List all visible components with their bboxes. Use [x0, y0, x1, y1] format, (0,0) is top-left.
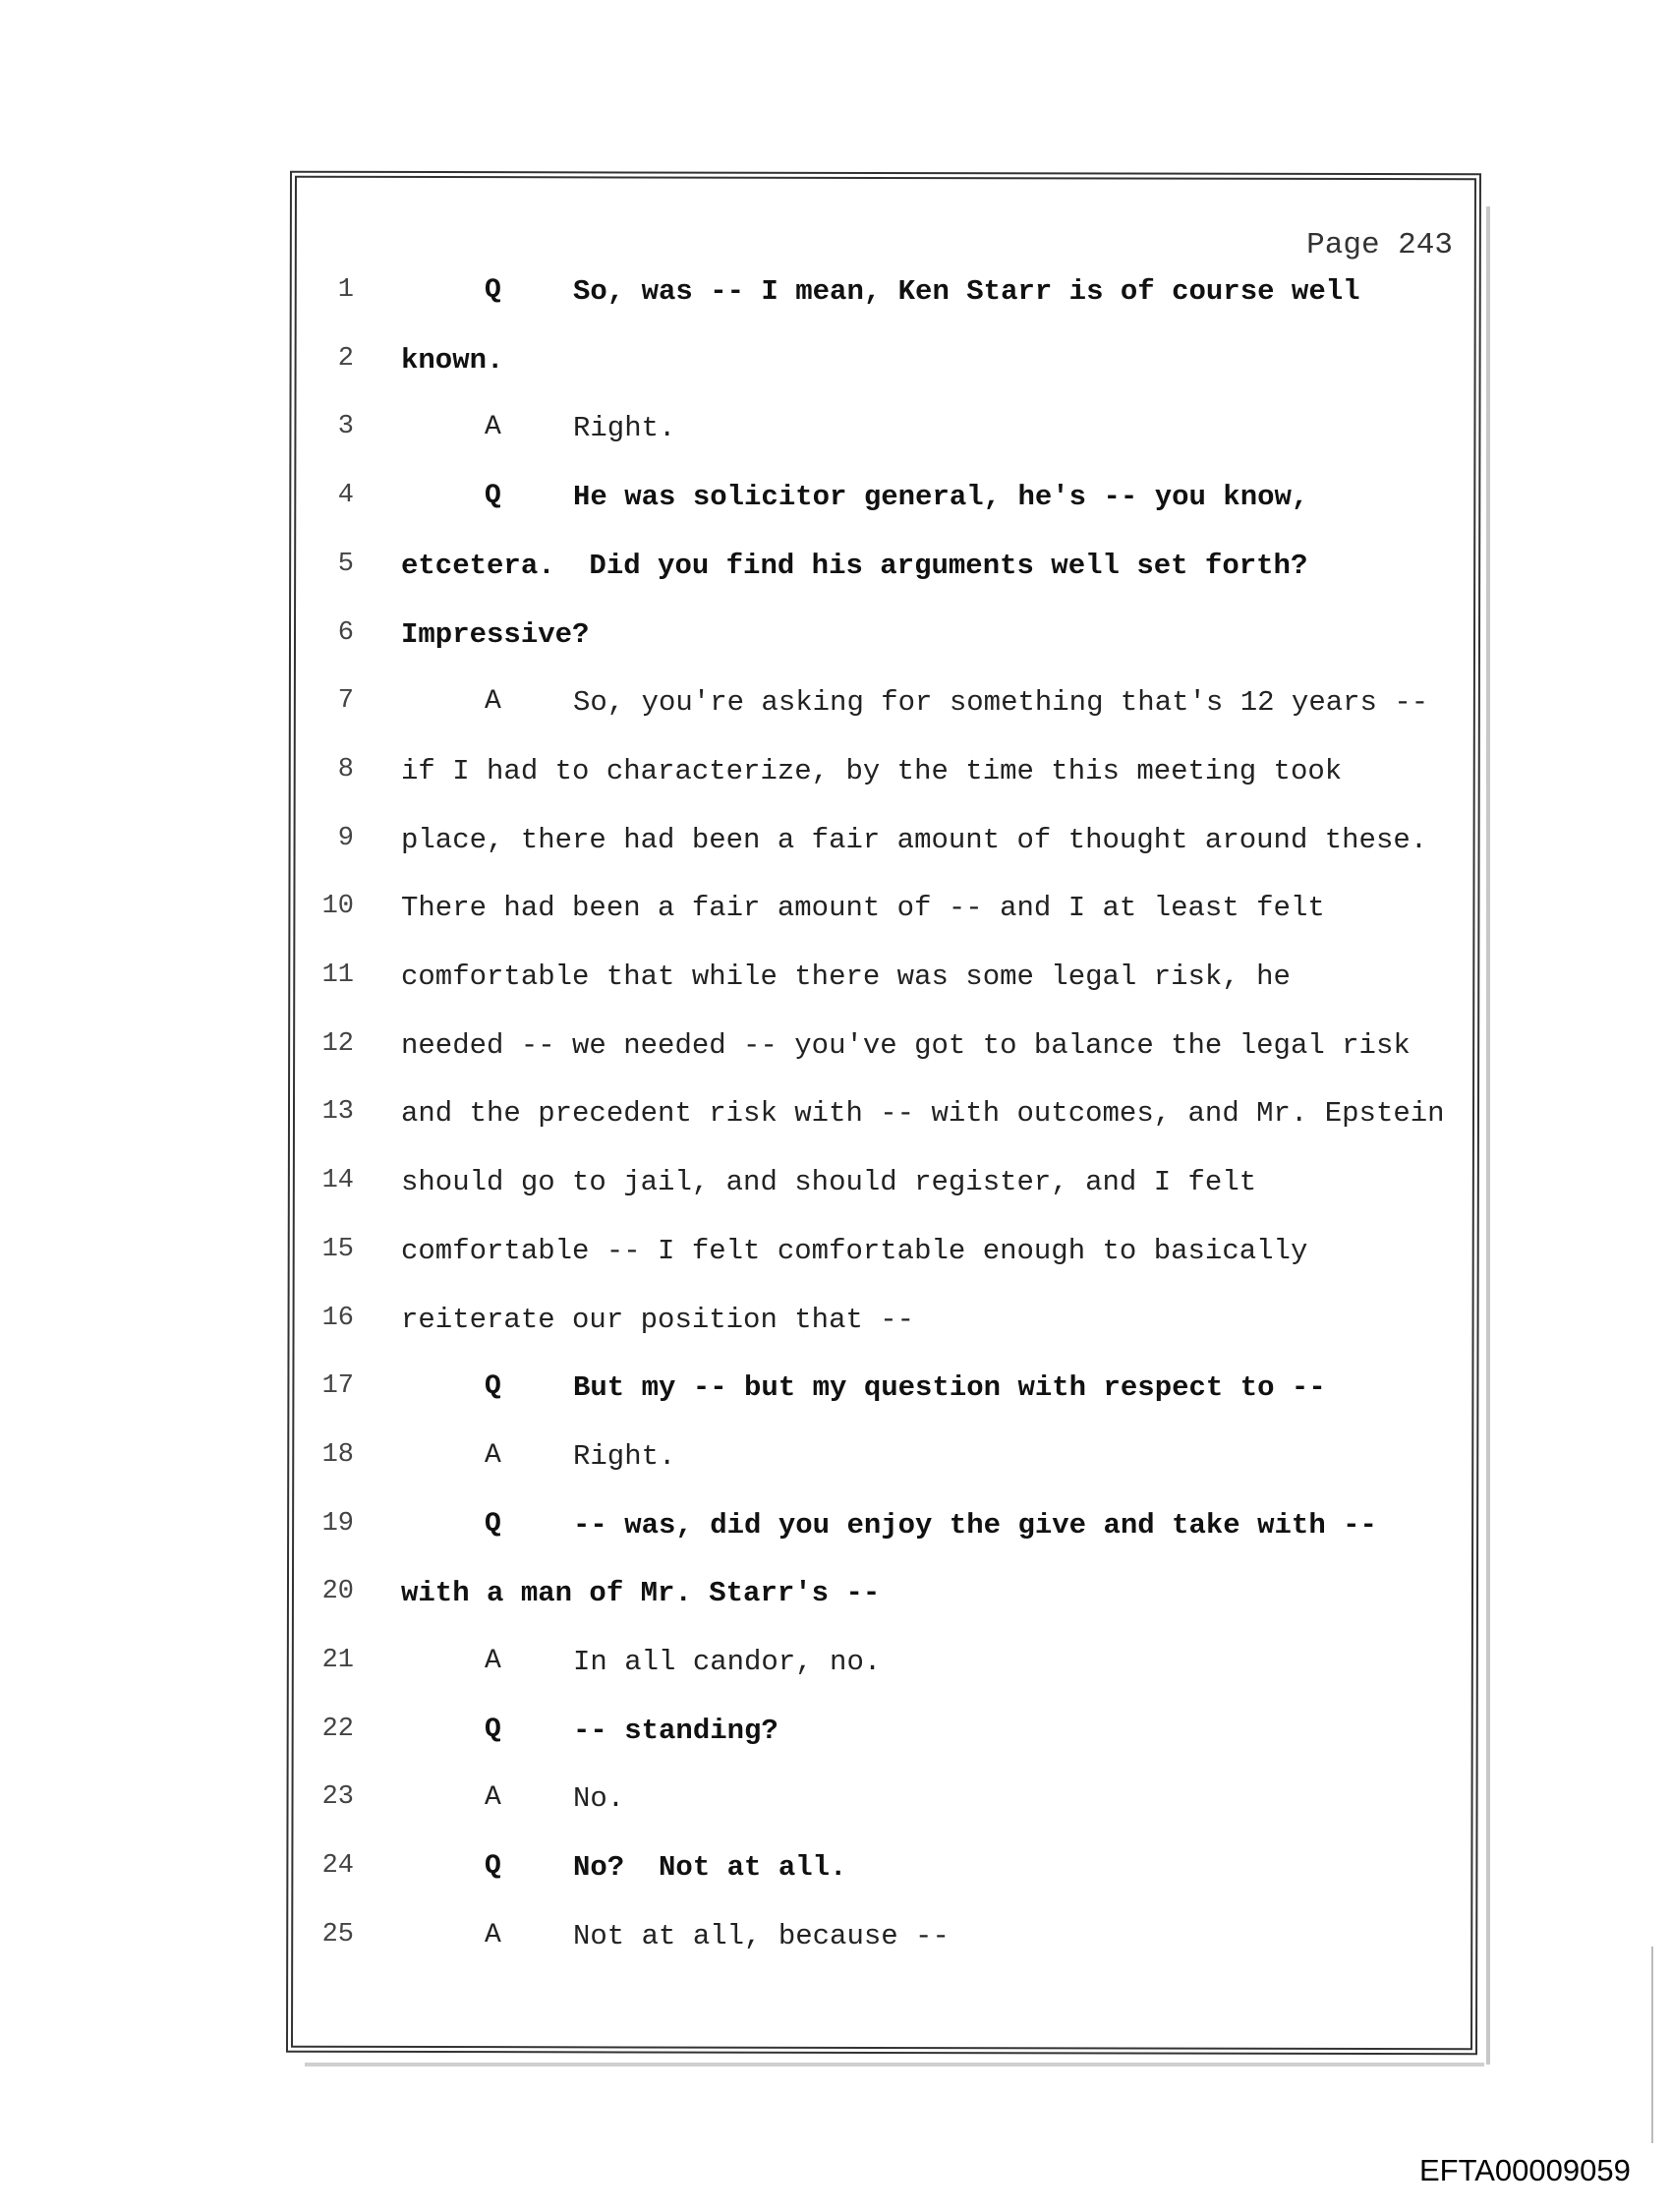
speaker-label: Q — [485, 275, 501, 306]
speaker-label: Q — [485, 481, 501, 512]
line-number: 14 — [321, 1166, 354, 1196]
line-text: No? Not at all. — [573, 1851, 847, 1885]
transcript-line — [0, 344, 1671, 383]
line-text: if I had to characterize, by the time this meeting took — [401, 754, 1343, 787]
line-number: 1 — [337, 275, 354, 305]
transcript-line — [0, 1235, 1671, 1274]
line-text: So, was -- I mean, Ken Starr is of course well — [573, 275, 1360, 308]
transcript-line — [0, 1029, 1671, 1069]
transcript-line — [0, 275, 1671, 315]
transcript-line — [0, 1509, 1671, 1548]
line-number: 18 — [321, 1439, 354, 1470]
transcript-line — [0, 1440, 1671, 1480]
line-number: 3 — [337, 412, 354, 442]
transcript-line — [0, 755, 1671, 794]
line-number: 6 — [337, 617, 354, 648]
line-text: -- was, did you enjoy the give and take with -- — [573, 1508, 1377, 1542]
transcript-line — [0, 1577, 1671, 1616]
transcript-line — [0, 1097, 1671, 1136]
speaker-label: Q — [485, 1371, 501, 1403]
transcript-line — [0, 1166, 1671, 1205]
line-number: 10 — [321, 892, 354, 922]
transcript-line — [0, 960, 1671, 1000]
transcript-line — [0, 892, 1671, 931]
transcript-line — [0, 1715, 1671, 1754]
line-text: Not at all, because -- — [573, 1919, 950, 1952]
line-text: should go to jail, and should register, and I felt — [401, 1166, 1257, 1199]
line-number: 17 — [321, 1371, 354, 1402]
transcript-line — [0, 481, 1671, 520]
line-text: needed -- we needed -- you've got to balance the legal risk — [401, 1028, 1411, 1062]
line-text: In all candor, no. — [573, 1646, 882, 1678]
transcript-line — [0, 550, 1671, 589]
line-number: 13 — [321, 1097, 354, 1128]
speaker-label: A — [485, 1782, 501, 1814]
transcript-line — [0, 1304, 1671, 1343]
speaker-label: A — [485, 686, 501, 718]
speaker-label: Q — [485, 1851, 501, 1883]
transcript-line — [0, 1920, 1671, 1959]
speaker-label: A — [485, 1646, 501, 1676]
line-number: 21 — [321, 1646, 354, 1675]
transcript-line — [0, 824, 1671, 863]
page-number: Page 243 — [1306, 228, 1453, 262]
speaker-label: A — [485, 1439, 501, 1471]
transcript-line — [0, 412, 1671, 451]
line-text: comfortable -- I felt comfortable enough to basically — [401, 1234, 1308, 1267]
scan-edge — [1651, 1947, 1653, 2143]
line-number: 23 — [321, 1782, 354, 1813]
line-number: 12 — [321, 1028, 354, 1059]
line-text: He was solicitor general, he's -- you know, — [573, 481, 1309, 514]
line-text: known. — [401, 343, 504, 377]
line-number: 20 — [321, 1577, 354, 1607]
line-number: 11 — [321, 960, 354, 990]
line-text: Right. — [573, 412, 676, 445]
line-text: Right. — [573, 1439, 676, 1473]
line-text: There had been a fair amount of -- and I at least felt — [401, 892, 1325, 925]
line-number: 25 — [321, 1919, 354, 1950]
line-number: 19 — [321, 1508, 354, 1539]
line-number: 15 — [321, 1234, 354, 1264]
line-text: with a man of Mr. Starr's -- — [401, 1577, 881, 1610]
line-number: 8 — [337, 754, 354, 785]
line-number: 2 — [337, 343, 354, 374]
line-number: 4 — [337, 481, 354, 511]
line-text: So, you're asking for something that's 12 years -- — [573, 686, 1429, 720]
transcript-line — [0, 618, 1671, 658]
speaker-label: Q — [485, 1714, 501, 1745]
line-text: comfortable that while there was some legal risk, he — [401, 960, 1291, 993]
page-shadow-bottom — [305, 2063, 1484, 2066]
line-number: 9 — [337, 823, 354, 853]
line-text: place, there had been a fair amount of thought around these. — [401, 823, 1428, 856]
transcript-line — [0, 1371, 1671, 1411]
transcript-line — [0, 686, 1671, 726]
line-number: 7 — [337, 686, 354, 717]
speaker-label: Q — [485, 1508, 501, 1540]
transcript-line — [0, 1851, 1671, 1891]
line-text: etcetera. Did you find his arguments well set forth? — [401, 549, 1308, 582]
line-number: 5 — [337, 549, 354, 579]
line-text: But my -- but my question with respect to -- — [573, 1371, 1326, 1405]
transcript-line — [0, 1782, 1671, 1822]
speaker-label: A — [485, 412, 501, 443]
line-number: 16 — [321, 1303, 354, 1333]
line-number: 22 — [321, 1714, 354, 1744]
speaker-label: A — [485, 1919, 501, 1950]
line-text: Impressive? — [401, 617, 590, 651]
line-text: reiterate our position that -- — [401, 1303, 915, 1336]
line-text: -- standing? — [573, 1714, 778, 1747]
line-number: 24 — [321, 1851, 354, 1882]
transcript-line — [0, 1646, 1671, 1685]
document-id: EFTA00009059 — [1419, 2153, 1631, 2187]
line-text: No. — [573, 1782, 625, 1816]
line-text: and the precedent risk with -- with outcomes, and Mr. Epstein — [401, 1097, 1445, 1131]
